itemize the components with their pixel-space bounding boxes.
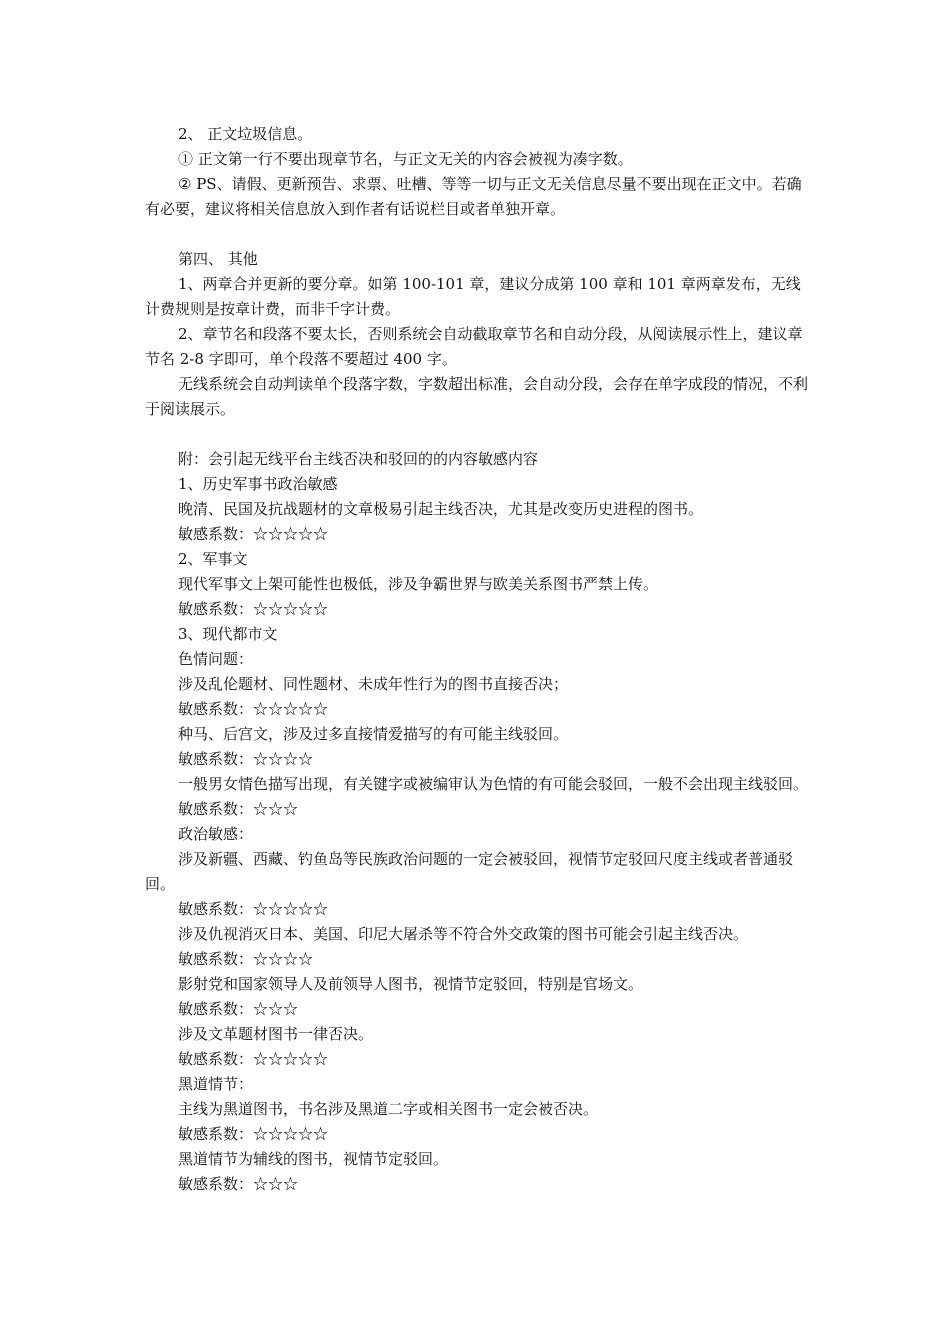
list-item: 2、 正文垃圾信息。 [178, 125, 313, 143]
sensitivity-rating: 敏感系数：☆☆☆☆☆ [178, 1125, 329, 1143]
blank-line [145, 222, 815, 247]
paragraph: ② PS、请假、更新预告、求票、吐槽、等等一切与正文无关信息尽量不要出现在正文中。若确有必要，建议将相关信息放入到作者有话说栏目或者单独开章。 [145, 175, 802, 218]
paragraph: 涉及乱伦题材、同性题材、未成年性行为的图书直接否决； [178, 675, 569, 693]
paragraph: 2、章节名和段落不要太长，否则系统会自动截取章节名和自动分段，从阅读展示性上，建议章节名 2-8 字即可，单个段落不要超过 400 字。 [145, 325, 803, 368]
paragraph: 1、两章合并更新的要分章。如第 100-101 章，建议分成第 100 章和 101 章两章发布，无线计费规则是按章计费，而非千字计费。 [145, 275, 801, 318]
paragraph: 无线系统会自动判读单个段落字数，字数超出标准，会自动分段，会存在单字成段的情况，不利于阅读展示。 [145, 375, 809, 418]
sensitivity-rating: 敏感系数：☆☆☆☆ [178, 950, 314, 968]
document-body [145, 122, 815, 1197]
blank-line [145, 422, 815, 447]
paragraph: 种马、后宫文，涉及过多直接情爱描写的有可能主线驳回。 [178, 725, 569, 743]
paragraph: 黑道情节为辅线的图书，视情节定驳回。 [178, 1150, 449, 1168]
paragraph: 涉及仇视消灭日本、美国、印尼大屠杀等不符合外交政策的图书可能会引起主线否决。 [178, 925, 749, 943]
paragraph: 涉及新疆、西藏、钓鱼岛等民族政治问题的一定会被驳回，视情节定驳回尺度主线或者普通驳回。 [145, 850, 794, 893]
sensitivity-rating: 敏感系数：☆☆☆☆☆ [178, 700, 329, 718]
sensitivity-rating: 敏感系数：☆☆☆☆ [178, 750, 314, 768]
sensitivity-rating: 敏感系数：☆☆☆☆☆ [178, 900, 329, 918]
paragraph: 晚清、民国及抗战题材的文章极易引起主线否决，尤其是改变历史进程的图书。 [178, 500, 704, 518]
sensitivity-rating: 敏感系数：☆☆☆ [178, 800, 299, 818]
section-heading: 第四、 其他 [178, 250, 258, 268]
paragraph: 涉及文革题材图书一律否决。 [178, 1025, 374, 1043]
category-label: 色情问题： [178, 650, 254, 668]
subsection-heading: 2、军事文 [178, 550, 248, 568]
paragraph: 一般男女情色描写出现，有关键字或被编审认为色情的有可能会驳回，一般不会出现主线驳回。 [178, 775, 809, 793]
subsection-heading: 1、历史军事书政治敏感 [178, 475, 338, 493]
sensitivity-rating: 敏感系数：☆☆☆☆☆ [178, 525, 329, 543]
category-label: 政治敏感： [178, 825, 254, 843]
sensitivity-rating: 敏感系数：☆☆☆☆☆ [178, 600, 329, 618]
paragraph: 现代军事文上架可能性也极低，涉及争霸世界与欧美关系图书严禁上传。 [178, 575, 659, 593]
appendix-heading: 附：会引起无线平台主线否决和驳回的的内容敏感内容 [178, 450, 539, 468]
paragraph: 影射党和国家领导人及前领导人图书，视情节定驳回，特别是官场文。 [178, 975, 644, 993]
category-label: 黑道情节： [178, 1075, 254, 1093]
paragraph: 主线为黑道图书，书名涉及黑道二字或相关图书一定会被否决。 [178, 1100, 599, 1118]
sensitivity-rating: 敏感系数：☆☆☆☆☆ [178, 1050, 329, 1068]
list-item: ① 正文第一行不要出现章节名，与正文无关的内容会被视为凑字数。 [178, 150, 633, 168]
sensitivity-rating: 敏感系数：☆☆☆ [178, 1000, 299, 1018]
subsection-heading: 3、现代都市文 [178, 625, 278, 643]
sensitivity-rating: 敏感系数：☆☆☆ [178, 1175, 299, 1193]
